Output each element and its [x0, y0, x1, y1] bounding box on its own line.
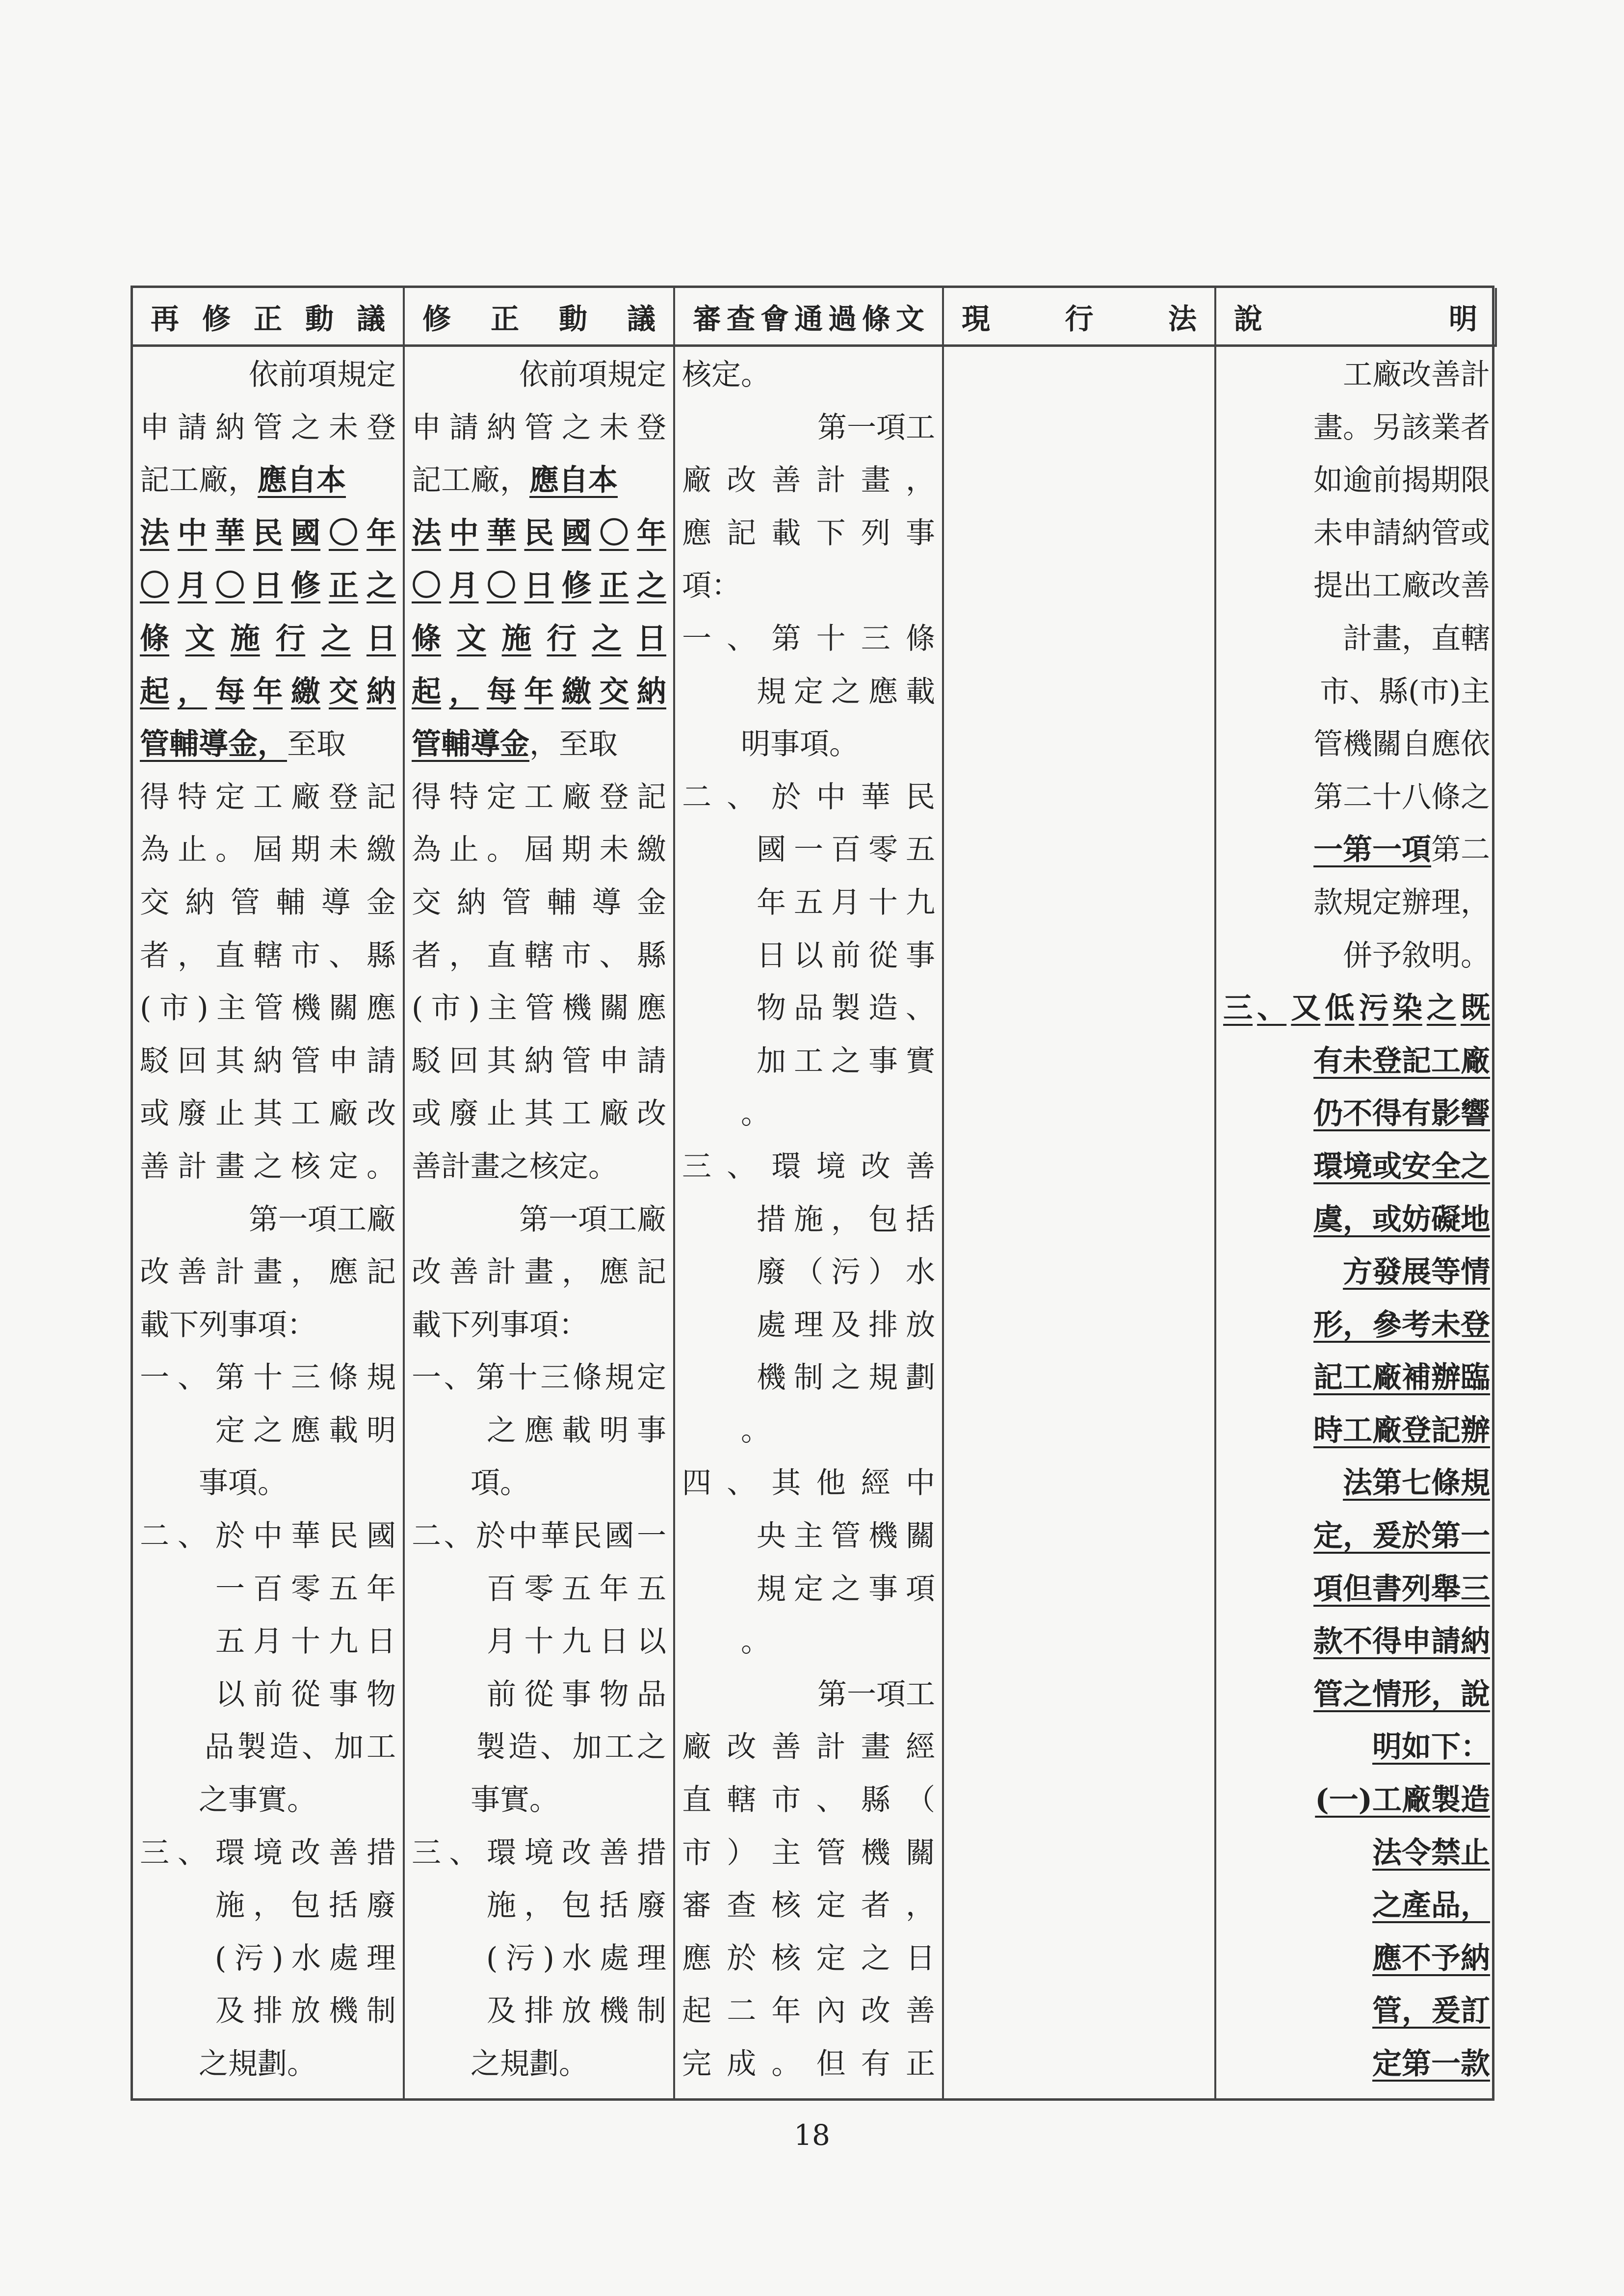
text-line: 管，爰訂	[1372, 1994, 1490, 2029]
header-char: 條	[862, 302, 891, 336]
header-char: 議	[627, 302, 655, 336]
header-cell-1	[405, 288, 675, 347]
text-line: 二 、 於 中 華 民 國 一	[412, 1519, 666, 1554]
header-char: 正	[490, 302, 519, 336]
text-line: 應 於 核 定 之 日	[682, 1941, 935, 1976]
text-line: 定，爰於第一	[1313, 1519, 1490, 1554]
text-line: 。	[682, 1096, 770, 1131]
column-explanation	[1216, 347, 1497, 2098]
text-line: 依前項規定	[249, 358, 396, 392]
text-line: 明如下：	[1372, 1730, 1490, 1765]
text-line: 虞，或妨礙地	[1313, 1202, 1490, 1237]
header-char: 會	[760, 302, 789, 336]
text-line: 加 工 之 事 實	[757, 1044, 935, 1078]
text-line: 載下列事項：	[412, 1307, 588, 1342]
text-line: 形，參考未登	[1313, 1307, 1490, 1342]
text-line: 管輔導金 ，至取	[412, 727, 618, 762]
text-line: 條 文 施 行 之 日	[140, 621, 396, 656]
text-line: 一 、 第 十 三 條 規 定	[412, 1360, 666, 1395]
header-char: 法	[1168, 302, 1197, 336]
text-line: 之規劃。	[140, 2047, 316, 2081]
text-line: 記工廠， 應自本	[140, 463, 346, 498]
header-cell-0	[133, 288, 405, 347]
text-line: (一)工廠製造	[1315, 1783, 1490, 1818]
text-line: 應不予納	[1372, 1941, 1490, 1976]
text-line: 及 排 放 機 制	[487, 1994, 666, 2029]
header-char: 審	[693, 302, 722, 336]
text-line: 百 零 五 年 五	[487, 1571, 666, 1606]
header-char: 文	[895, 302, 924, 336]
text-line: 條 文 施 行 之 日	[412, 621, 666, 656]
text-line: 二 、 於 中 華 民	[682, 780, 935, 814]
text-line: 法 中 華 民 國 〇 年	[412, 516, 666, 550]
text-line: 得 特 定 工 廠 登 記	[140, 780, 396, 814]
text-line: 方發展等情	[1343, 1255, 1490, 1290]
text-line: 廠 改 善 計 畫 經	[682, 1730, 935, 1765]
header-char: 查	[726, 302, 755, 336]
text-line: 及 排 放 機 制	[215, 1994, 396, 2029]
text-line: 者 ， 直 轄 市 、 縣	[140, 938, 396, 973]
text-line: 。	[682, 1624, 770, 1659]
text-line: 規 定 之 應 載	[757, 674, 935, 709]
text-line: 三 、 又 低 污 染 之 既	[1223, 991, 1490, 1026]
text-line: 日 以 前 從 事	[757, 938, 935, 973]
text-line: ( 污 ) 水 處 理	[214, 1941, 396, 1976]
text-line: 處 理 及 排 放	[757, 1307, 935, 1342]
text-line: 〇 月 〇 日 修 正 之	[412, 569, 666, 603]
text-line: 定 之 應 載 明	[215, 1413, 396, 1448]
text-line: 廠 改 善 計 畫 ，	[682, 463, 935, 498]
text-line: 之 應 載 明 事	[487, 1413, 666, 1448]
text-line: 規 定 之 事 項	[757, 1571, 935, 1606]
header-char: 通	[794, 302, 823, 336]
text-line: 起 ， 每 年 繳 交 納	[140, 674, 396, 709]
text-line: 工廠改善計	[1343, 358, 1490, 392]
text-line: 市、縣(市)主	[1320, 674, 1490, 709]
text-line: 法令禁止	[1372, 1835, 1490, 1870]
text-line: 善 計 畫 之 核 定 。	[140, 1149, 396, 1184]
text-line: 記工廠補辦臨	[1313, 1360, 1490, 1395]
header-char: 動	[305, 302, 334, 336]
text-line: 四 、 其 他 經 中	[682, 1466, 935, 1501]
text-line: 明事項。	[682, 727, 859, 762]
text-line: 仍不得有影響	[1313, 1096, 1490, 1131]
text-line: 一 百 零 五 年	[215, 1571, 396, 1606]
text-line: 項。	[412, 1466, 529, 1501]
column-committee-text	[675, 347, 944, 2098]
text-line: 管機關自應依	[1313, 727, 1490, 762]
text-line: 併予敘明。	[1343, 938, 1490, 973]
text-line: 項：	[682, 569, 741, 603]
text-line: 有未登記工廠	[1313, 1044, 1490, 1078]
text-line: 五 月 十 九 日	[215, 1624, 396, 1659]
text-line: 善計畫之核定。	[412, 1149, 618, 1184]
text-line: 款不得申請納	[1313, 1624, 1490, 1659]
text-line: 申 請 納 管 之 未 登	[412, 410, 666, 445]
text-line: 三 、 環 境 改 善 措	[412, 1835, 666, 1870]
header-cell-4	[1216, 288, 1497, 347]
text-line: 駁 回 其 納 管 申 請	[140, 1044, 396, 1078]
header-char: 過	[828, 302, 857, 336]
header-char: 明	[1448, 302, 1477, 336]
text-line: 一 、 第 十 三 條	[682, 621, 935, 656]
text-line: 或 廢 止 其 工 廠 改	[412, 1096, 666, 1131]
text-line: 第一項工	[817, 410, 935, 445]
text-line: 措 施 ， 包 括	[757, 1202, 935, 1237]
text-line: 年 五 月 十 九	[757, 885, 935, 920]
text-line: 之產品，	[1372, 1888, 1490, 1923]
text-line: 款規定辦理，	[1313, 885, 1490, 920]
text-line: 環境或安全之	[1313, 1149, 1490, 1184]
header-char: 修	[202, 302, 231, 336]
text-line: 管輔導金， 至取	[140, 727, 346, 762]
header-char: 議	[356, 302, 385, 336]
header-char: 行	[1065, 302, 1094, 336]
text-line: 直 轄 市 、 縣 （	[682, 1783, 935, 1818]
text-line: 法 中 華 民 國 〇 年	[140, 516, 396, 550]
text-line: 起 二 年 內 改 善	[682, 1994, 935, 2029]
text-line: 第一項工廠	[249, 1202, 396, 1237]
text-line: 完 成 。 但 有 正	[682, 2047, 935, 2081]
text-line: 為 止 。 屆 期 未 繳	[412, 833, 666, 867]
text-line: ( 市 ) 主 管 機 關 應	[140, 991, 396, 1026]
text-line: 製 造 、 加 工 之	[476, 1730, 666, 1765]
header-cell-3	[944, 288, 1216, 347]
header-char: 說	[1234, 302, 1263, 336]
text-line: 核定。	[682, 358, 770, 392]
text-line: 提出工廠改善	[1313, 569, 1490, 603]
text-line: 二 、 於 中 華 民 國	[140, 1519, 396, 1554]
text-line: 。	[682, 1413, 770, 1448]
column-amendment	[405, 347, 675, 2098]
header-char: 現	[962, 302, 991, 336]
text-line: 未申請納管或	[1313, 516, 1490, 550]
text-line: ( 市 ) 主 管 機 關 應	[412, 991, 666, 1026]
text-line: 前 從 事 物 品	[487, 1677, 666, 1712]
text-line: 項但書列舉三	[1313, 1571, 1490, 1606]
text-line: 〇 月 〇 日 修 正 之	[140, 569, 396, 603]
text-line: 者 ， 直 轄 市 、 縣	[412, 938, 666, 973]
text-line: 法第七條規	[1343, 1466, 1490, 1501]
text-line: 申 請 納 管 之 未 登	[140, 410, 396, 445]
header-char: 正	[253, 302, 282, 336]
header-char: 再	[151, 302, 180, 336]
text-line: 或 廢 止 其 工 廠 改	[140, 1096, 396, 1131]
comparison-table	[131, 286, 1494, 2101]
page-number: 18	[794, 2118, 830, 2152]
text-line: 第一項工廠	[519, 1202, 666, 1237]
text-line: 品 製 造 、 加 工	[205, 1730, 396, 1765]
text-line: 央 主 管 機 關	[757, 1519, 935, 1554]
text-line: ( 污 ) 水 處 理	[486, 1941, 666, 1976]
text-line: 一第一項 第二	[1313, 833, 1490, 867]
text-line: 載下列事項：	[140, 1307, 316, 1342]
text-line: 第二十八條之	[1313, 780, 1490, 814]
text-line: 得 特 定 工 廠 登 記	[412, 780, 666, 814]
text-line: 第一項工	[817, 1677, 935, 1712]
text-line: 國 一 百 零 五	[757, 833, 935, 867]
text-line: 交 納 管 輔 導 金	[140, 885, 396, 920]
text-line: 依前項規定	[519, 358, 666, 392]
text-line: 改 善 計 畫 ， 應 記	[412, 1255, 666, 1290]
text-line: 駁 回 其 納 管 申 請	[412, 1044, 666, 1078]
text-line: 管之情形，說	[1313, 1677, 1490, 1712]
text-line: 審 查 核 定 者 ，	[682, 1888, 935, 1923]
text-line: 事實。	[412, 1783, 559, 1818]
text-line: 以 前 從 事 物	[215, 1677, 396, 1712]
text-line: 畫。另該業者	[1313, 410, 1490, 445]
text-line: 定第一款	[1372, 2047, 1490, 2081]
column-current-law	[944, 347, 1216, 2098]
text-line: 施 ， 包 括 廢	[215, 1888, 396, 1923]
text-line: 市 ） 主 管 機 關	[682, 1835, 935, 1870]
text-line: 施 ， 包 括 廢	[487, 1888, 666, 1923]
text-line: 時工廠登記辦	[1313, 1413, 1490, 1448]
text-line: 為 止 。 屆 期 未 繳	[140, 833, 396, 867]
text-line: 計畫，直轄	[1343, 621, 1490, 656]
header-char: 修	[422, 302, 451, 336]
text-line: 月 十 九 日 以	[487, 1624, 666, 1659]
text-line: 三 、 環 境 改 善 措	[140, 1835, 396, 1870]
text-line: 應 記 載 下 列 事	[682, 516, 935, 550]
text-line: 如逾前揭期限	[1313, 463, 1490, 498]
header-char: 動	[558, 302, 587, 336]
text-line: 機 制 之 規 劃	[757, 1360, 935, 1395]
text-line: 之事實。	[140, 1783, 316, 1818]
column-resubmitted-amendment	[133, 347, 405, 2098]
text-line: 改 善 計 畫 ， 應 記	[140, 1255, 396, 1290]
text-line: 物 品 製 造 、	[757, 991, 935, 1026]
text-line: 廢 （ 污 ） 水	[757, 1255, 935, 1290]
header-cell-2	[675, 288, 944, 347]
text-line: 交 納 管 輔 導 金	[412, 885, 666, 920]
text-line: 起 ， 每 年 繳 交 納	[412, 674, 666, 709]
text-line: 一 、 第 十 三 條 規	[140, 1360, 396, 1395]
text-line: 之規劃。	[412, 2047, 588, 2081]
text-line: 三 、 環 境 改 善	[682, 1149, 935, 1184]
text-line: 記工廠， 應自本	[412, 463, 618, 498]
text-line: 事項。	[140, 1466, 287, 1501]
